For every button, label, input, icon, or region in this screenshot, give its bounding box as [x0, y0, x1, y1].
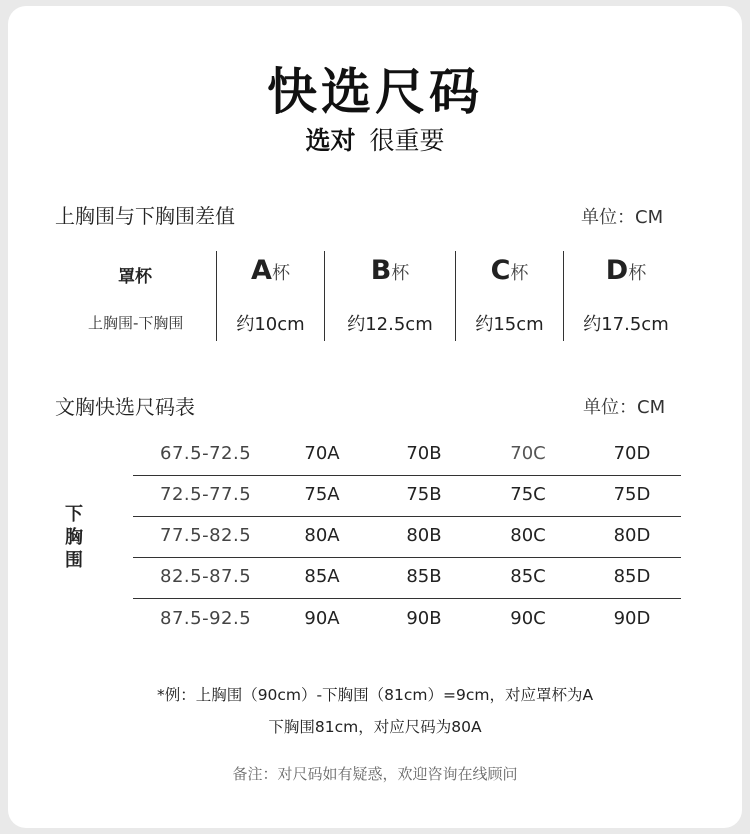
side-char: 下 [65, 504, 83, 525]
remark-note: 备注：对尺码如有疑惑，欢迎咨询在线顾问 [232, 765, 518, 783]
cup-suffix: 杯 [510, 263, 529, 284]
cup-letter: B [370, 255, 392, 286]
size-section-title: 文胸快选尺码表 [55, 395, 195, 419]
cup-section-title: 上胸围与下胸围差值 [55, 204, 235, 228]
example-line-2: 下胸围81cm，对应尺码为80A [268, 718, 482, 736]
table-row [133, 557, 681, 599]
size-cell: 90A [304, 608, 340, 629]
subtitle-rest: 很重要 [369, 126, 445, 155]
size-cell: 90C [510, 608, 546, 629]
size-section-unit: 单位：CM [583, 397, 666, 418]
diff-row-label: 上胸围-下胸围 [88, 314, 184, 332]
cup-section-unit: 单位：CM [581, 207, 664, 228]
size-cell: 80D [613, 525, 651, 546]
cup-d [564, 255, 688, 286]
side-char: 胸 [65, 527, 83, 548]
table-row [133, 516, 681, 558]
cup-letter: D [605, 255, 629, 286]
size-cell: 80A [304, 525, 340, 546]
table-row [133, 475, 681, 517]
table-row [133, 434, 681, 476]
size-cell: 80C [510, 525, 546, 546]
diff-value-d: 约17.5cm [583, 314, 669, 335]
size-cell: 75D [613, 484, 651, 505]
example-line-1: *例：上胸围（90cm）-下胸围（81cm）=9cm，对应罩杯为A [156, 686, 594, 704]
table-row [133, 599, 681, 640]
cup-suffix: 杯 [391, 263, 410, 284]
size-cell: 90D [613, 608, 651, 629]
range-cell: 67.5-72.5 [160, 443, 252, 464]
cup-letter: C [490, 255, 511, 286]
diff-value-c: 约15cm [475, 314, 544, 335]
cup-c [456, 255, 563, 286]
cup-row-label: 罩杯 [118, 267, 152, 287]
cup-letter: A [251, 255, 272, 286]
diff-value-b: 约12.5cm [347, 314, 433, 335]
cup-b [325, 255, 455, 286]
size-cell: 85C [510, 566, 546, 587]
cup-suffix: 杯 [271, 263, 290, 284]
range-cell: 77.5-82.5 [160, 525, 252, 546]
cup-suffix: 杯 [628, 263, 647, 284]
size-cell: 80B [406, 525, 442, 546]
size-cell: 85B [406, 566, 442, 587]
range-cell: 72.5-77.5 [160, 484, 252, 505]
size-cell: 85D [613, 566, 651, 587]
side-char: 围 [65, 550, 83, 571]
size-cell: 90B [406, 608, 442, 629]
size-cell: 70A [304, 443, 340, 464]
range-cell: 82.5-87.5 [160, 566, 252, 587]
size-cell: 85A [304, 566, 340, 587]
diff-value-a: 约10cm [236, 314, 305, 335]
size-cell: 70B [406, 443, 442, 464]
size-cell: 75C [510, 484, 546, 505]
range-cell: 87.5-92.5 [160, 608, 252, 629]
size-cell: 70C [510, 443, 546, 464]
size-cell: 75A [304, 484, 340, 505]
subtitle-strong: 选对 [305, 126, 356, 155]
underbust-side-label [64, 503, 84, 572]
cup-a [217, 255, 324, 286]
size-cell: 75B [406, 484, 442, 505]
size-cell: 70D [613, 443, 651, 464]
page-title: 快选尺码 [267, 63, 483, 121]
page-subtitle [0, 121, 750, 157]
